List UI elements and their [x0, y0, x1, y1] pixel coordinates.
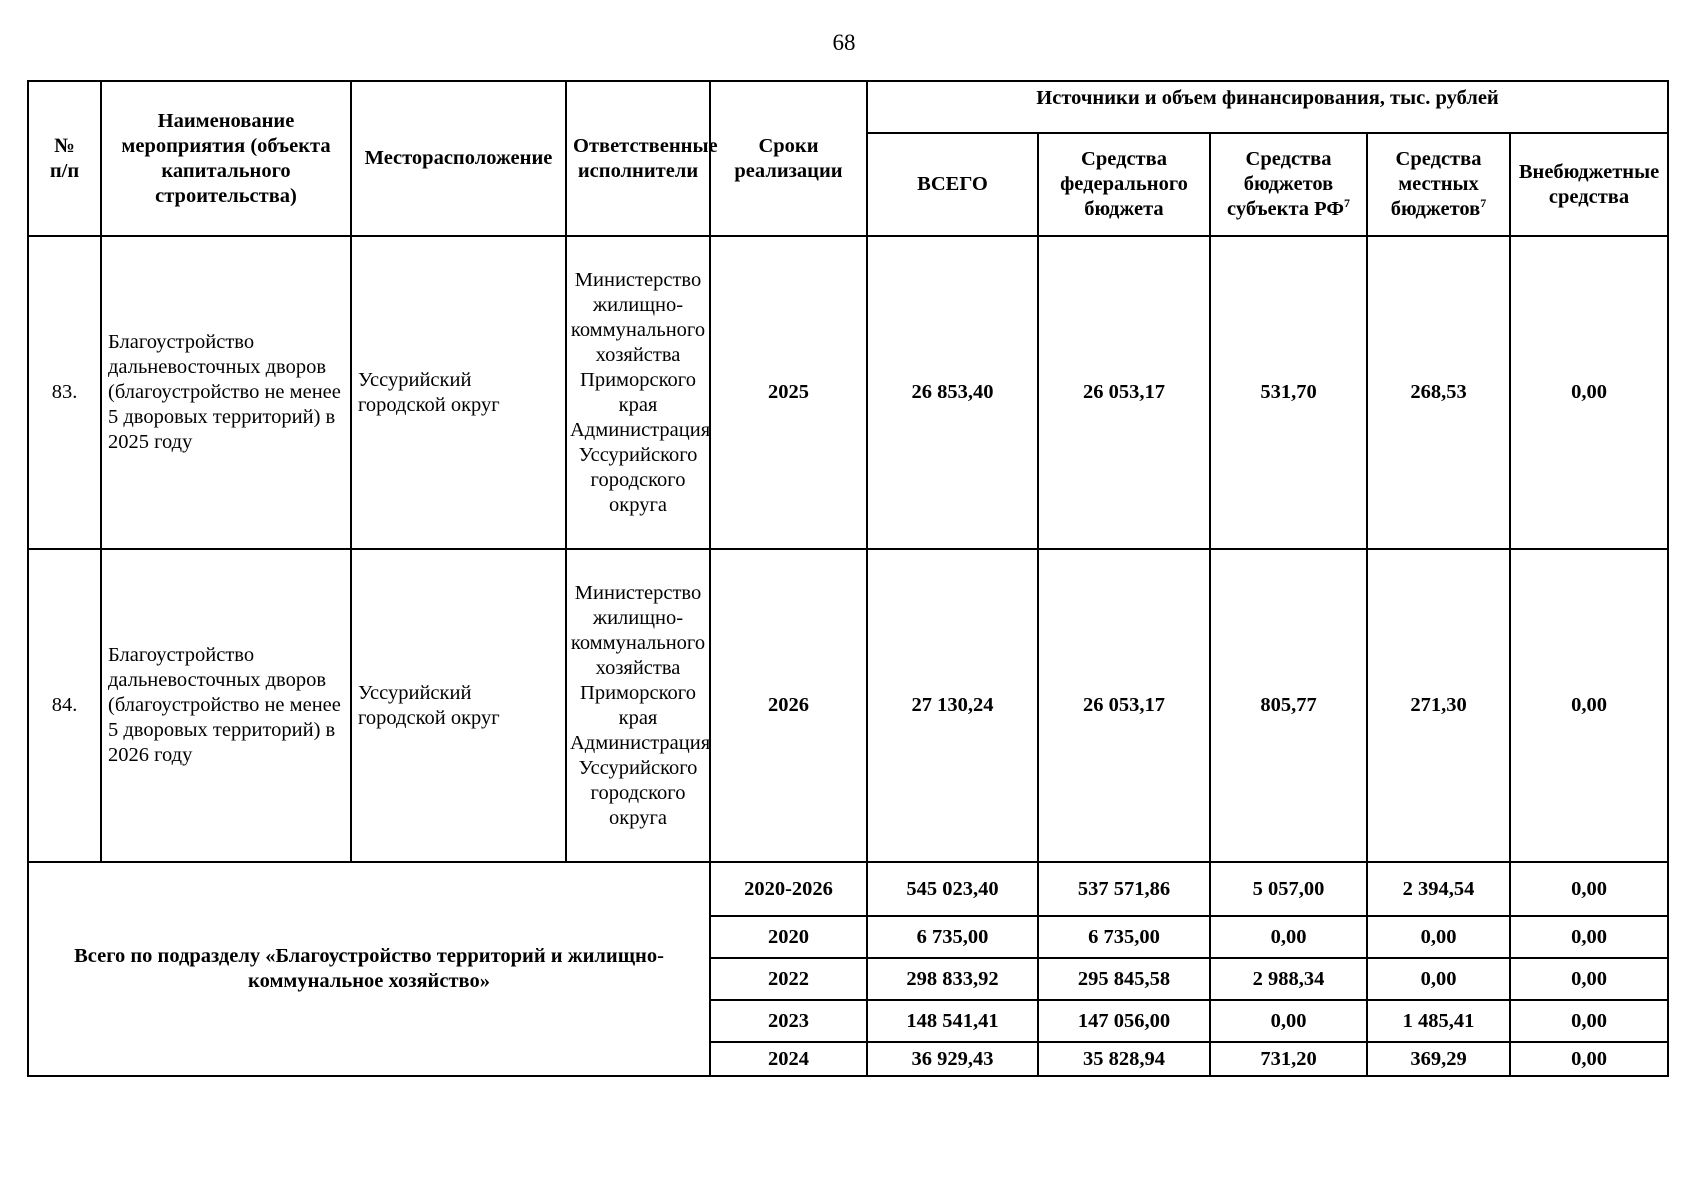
summary-extra: 0,00: [1510, 916, 1668, 958]
cell-federal: 26 053,17: [1038, 549, 1210, 862]
summary-period: 2024: [710, 1042, 867, 1076]
page-number: 68: [832, 30, 856, 55]
summary-total: 6 735,00: [867, 916, 1038, 958]
summary-row: [28, 862, 1668, 916]
cell-extra: 0,00: [1510, 236, 1668, 549]
summary-period: 2020-2026: [710, 862, 867, 916]
header-subject: [1210, 133, 1367, 236]
table-row: [28, 549, 1668, 862]
cell-responsible: Министерство жилищно-коммунального хозяйства Приморского края Администрация Уссурийского городского округа: [566, 236, 710, 549]
summary-local: 369,29: [1367, 1042, 1510, 1076]
summary-subject: 731,20: [1210, 1042, 1367, 1076]
summary-local: 0,00: [1367, 958, 1510, 1000]
summary-local: 1 485,41: [1367, 1000, 1510, 1042]
header-responsible: Ответственные исполнители: [566, 81, 710, 236]
header-subject-label: Средства бюджетов субъекта РФ: [1227, 148, 1344, 220]
summary-label: Всего по подразделу «Благоустройство территорий и жилищно-коммунальное хозяйство»: [28, 862, 710, 1076]
cell-subject: 531,70: [1210, 236, 1367, 549]
header-subject-footnote: 7: [1343, 196, 1350, 211]
header-location: Месторасположение: [351, 81, 566, 236]
cell-federal: 26 053,17: [1038, 236, 1210, 549]
cell-responsible: Министерство жилищно-коммунального хозяйства Приморского края Администрация Уссурийского городского округа: [566, 549, 710, 862]
cell-subject: 805,77: [1210, 549, 1367, 862]
cell-name: Благоустройство дальневосточных дворов (благоустройство не менее 5 дворовых территорий) в 2025 году: [101, 236, 351, 549]
header-funding-group: Источники и объем финансирования, тыс. рублей: [867, 81, 1668, 133]
summary-federal: 147 056,00: [1038, 1000, 1210, 1042]
summary-total: 148 541,41: [867, 1000, 1038, 1042]
cell-total: 26 853,40: [867, 236, 1038, 549]
summary-subject: 0,00: [1210, 916, 1367, 958]
cell-period: 2025: [710, 236, 867, 549]
cell-location: Уссурийский городской округ: [351, 549, 566, 862]
cell-period: 2026: [710, 549, 867, 862]
header-period: Сроки реализации: [710, 81, 867, 236]
summary-extra: 0,00: [1510, 862, 1668, 916]
summary-local: 2 394,54: [1367, 862, 1510, 916]
header-federal: Средства федерального бюджета: [1038, 133, 1210, 236]
header-row-1: [28, 81, 1668, 133]
summary-extra: 0,00: [1510, 958, 1668, 1000]
cell-local: 268,53: [1367, 236, 1510, 549]
summary-federal: 35 828,94: [1038, 1042, 1210, 1076]
header-local: [1367, 133, 1510, 236]
summary-federal: 537 571,86: [1038, 862, 1210, 916]
summary-local: 0,00: [1367, 916, 1510, 958]
summary-federal: 6 735,00: [1038, 916, 1210, 958]
financing-table: [27, 80, 1669, 1077]
cell-num: 83.: [28, 236, 101, 549]
summary-period: 2023: [710, 1000, 867, 1042]
cell-local: 271,30: [1367, 549, 1510, 862]
header-num: № п/п: [28, 81, 101, 236]
summary-total: 36 929,43: [867, 1042, 1038, 1076]
summary-subject: 0,00: [1210, 1000, 1367, 1042]
cell-num: 84.: [28, 549, 101, 862]
cell-location: Уссурийский городской округ: [351, 236, 566, 549]
cell-total: 27 130,24: [867, 549, 1038, 862]
summary-federal: 295 845,58: [1038, 958, 1210, 1000]
summary-extra: 0,00: [1510, 1000, 1668, 1042]
summary-subject: 2 988,34: [1210, 958, 1367, 1000]
summary-period: 2020: [710, 916, 867, 958]
table-row: [28, 236, 1668, 549]
summary-period: 2022: [710, 958, 867, 1000]
header-local-footnote: 7: [1480, 196, 1487, 211]
summary-subject: 5 057,00: [1210, 862, 1367, 916]
header-local-label: Средства местных бюджетов: [1390, 148, 1482, 220]
cell-extra: 0,00: [1510, 549, 1668, 862]
header-extra: Внебюджетные средства: [1510, 133, 1668, 236]
summary-total: 298 833,92: [867, 958, 1038, 1000]
summary-total: 545 023,40: [867, 862, 1038, 916]
header-total: ВСЕГО: [867, 133, 1038, 236]
header-name: Наименование мероприятия (объекта капитального строительства): [101, 81, 351, 236]
summary-extra: 0,00: [1510, 1042, 1668, 1076]
cell-name: Благоустройство дальневосточных дворов (благоустройство не менее 5 дворовых территорий) в 2026 году: [101, 549, 351, 862]
